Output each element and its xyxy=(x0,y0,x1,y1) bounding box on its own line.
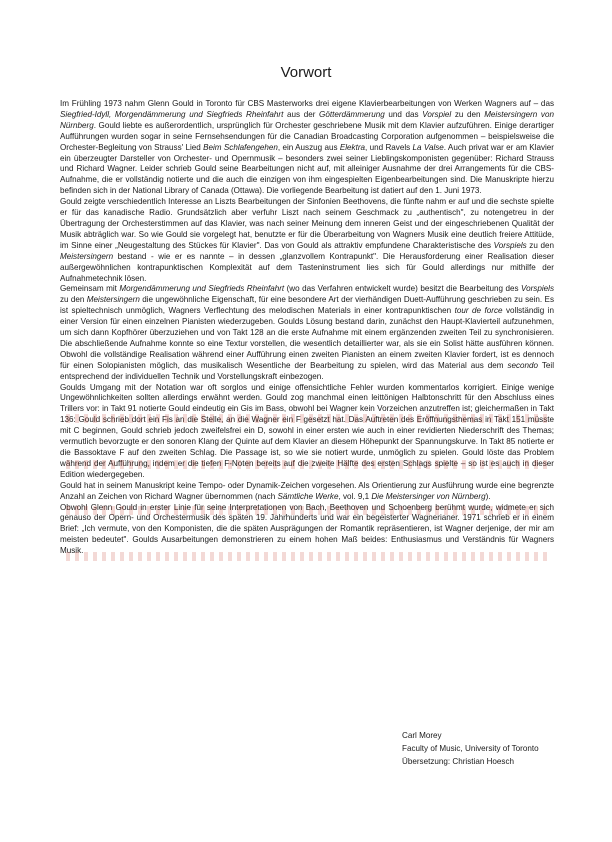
text-run: die ungewöhnliche Eigenschaft, für eine besondere Art der vierhändigen Duett-Aufführung geschrieben zu sein. Es ist spieltechnisch unmöglich, Wagners Verflechtung des melodischen Materials in einer kontrapunktischen xyxy=(60,295,554,316)
translator-credit: Übersetzung: Christian Hoesch xyxy=(402,756,515,766)
author-affiliation: Faculty of Music, University of Toronto xyxy=(402,743,539,753)
preface-body xyxy=(60,99,554,557)
text-run: Goulds Umgang mit der Notation war oft sorglos und einige offensichtliche Fehler wurden kommentarlos korrigiert. Einige wenige Ungewöhnlichkeiten sollten allerdings erwähnt werden. Gould zog manchmal einen leittönigen Halbtonschritt für den Abschluss eines Trillers vor: in Takt 91 notierte Gould eindeutig ein Gis im Bass, obwohl bei Wagner kein Vorzeichen anzutreffen ist; gleichermaßen in Takt 136: Gould schrieb dort ein Fis an die Stelle, an die Wagner ein F gesetzt hat. Das Auftreten des Eröffnungsthemas in Takt 151 müsste mit C beginnen, Gould schrieb jedoch zweifelsfrei ein D, sowohl in einer ersten wie auch in einer revidierten Niederschrift des Themas; vermutlich bevorzugte er den sonoren Klang der Quinte auf dem Klavier an diesem Höhepunkt der Spannungskurve. In Takt 85 notierte er die Bassoktave F auf den zweiten Schlag. Die Passage ist, so wie sie notiert wurde, unmöglich zu spielen. Gould löste das Problem während der Aufführung, indem er die tiefen F-Noten bereits auf die zweite Hälfte des ersten Schlags spielte – so ist es auch in dieser Edition wiedergegeben. xyxy=(60,382,554,479)
page-title: Vorwort xyxy=(280,64,332,81)
text-run: . Auch privat war er am Klavier ein überzeugter Darsteller von Orchester- und Opernmusik – besonders zwei seiner Lieblingskomponisten gegenüber: Richard Strauss und Richard Wagner. Leider schrieb Gould seine Bearbeitungen nicht auf, mit alleiniger Ausnahme der drei Arrangements für die CBS-Aufnahme, die er vollständig notierte und die auch die einzigen von ihm eingespielten Eigenbearbeitungen sind. Die Manuskripte hierzu befinden sich in der National Library of Canada (Ottawa). Die vorliegende Bearbeitung ist datiert auf den 1. Juni 1973. xyxy=(60,142,554,196)
italic-run: Vorspiels xyxy=(521,284,555,294)
italic-run: Siegfried-Idyll, Morgendämmerung und Siegfrieds Rheinfahrt xyxy=(60,109,284,119)
italic-run: Die Meistersinger von Nürnberg xyxy=(371,491,486,501)
text-run: Gould hat in seinem Manuskript keine Tempo- oder Dynamik-Zeichen vorgesehen. Als Orientierung zur Ausführung wurde eine begrenzte Anzahl an Zeichen von Richard Wagner übernommen (nach xyxy=(60,480,554,501)
text-run: zu den xyxy=(60,295,87,305)
text-run: Gould zeigte verschiedentlich Interesse an Liszts Bearbeitungen der Sinfonien Beethovens, die fünfte nahm er auf und die sechste spielte er für das kanadische Radio. Grundsätzlich aber verfuhr Liszt nach seinem Geschmack zu „authentisch", zu notengetreu in der Übertragung der Orchesterstimmen auf das Klavier, was nach seiner Meinung dem inneren Geist und der eingeschriebenen Qualität der Musik abträglich war. So wie Gould sie vorgelegt hat, benutzte er für die Überarbeitung von Wagners Musik eine deutlich freiere Attitüde, im Sinne einer „Neugestaltung des Stückes für Klavier". Das von Gould als attraktiv empfundene Charakteristische des xyxy=(60,197,554,250)
paragraph xyxy=(60,99,554,197)
text-run: Gemeinsam mit xyxy=(60,284,120,294)
text-run: , vol. 9,1 xyxy=(338,491,372,501)
text-run: . Gould liebte es außerordentlich, ursprünglich für Orchester geschriebene Musik mit dem Klavier aufzuführen. Einige derartiger Aufführungen wurden sogar in seine Fernsehsendungen für die Canadian Broadcasting Corporation aufgenommen – beispielsweise die Orchester-Begleitung von Strauss' Lied xyxy=(60,120,554,152)
text-run: , und Ravels xyxy=(365,142,413,152)
italic-run: tour de force xyxy=(454,306,503,316)
paragraph xyxy=(60,284,554,382)
italic-run: Morgendämmerung und Siegfrieds Rheinfahrt xyxy=(119,284,285,294)
paragraph xyxy=(60,383,554,481)
italic-run: Meistersingern von Nürnberg xyxy=(60,109,554,130)
italic-run: La Valse xyxy=(412,142,444,152)
text-run: zu den xyxy=(526,240,554,250)
paragraph xyxy=(60,503,554,558)
italic-run: Meistersingern xyxy=(60,251,114,261)
text-run: (wo das Verfahren entwickelt wurde) besitzt die Bearbeitung des xyxy=(284,284,522,294)
text-run: Obwohl Glenn Gould in erster Linie für seine Interpretationen von Bach, Beethoven und Schoenberg berühmt wurde, widmete er sich genauso der Opern- und Orchestermusik des späten 19. Jahrhunderts und war ein begeisterter Wagnerianer. 1971 schrieb er in einem Brief: „Ich vermute, von den Komponisten, die die späten Ausprägungen der Romantik repräsentieren, ist Wagner derjenige, der mir am meisten bedeutet". Goulds Ausarbeitungen demonstrieren zu einem hohen Maß beides: Enthusiasmus und Verständnis für Wagners Musik. xyxy=(60,502,554,556)
text-run: bestand - wie er es nannte – in dessen „glanzvollem Kontrapunkt". Die Herausforderung einer Realisation dieser außergewöhnlichen kontrapunktischen Komplexität auf dem Tasteninstrument lies sich für Gould allerdings nur mithilfe der Aufnahmetechnik lösen. xyxy=(60,251,554,283)
text-run: ). xyxy=(485,491,491,501)
author-name: Carl Morey xyxy=(402,731,442,740)
text-run: zu den xyxy=(451,109,485,119)
italic-run: Vorspiel xyxy=(422,109,452,119)
italic-run: Götterdämmerung xyxy=(319,109,385,119)
text-run: Teil entsprechend der individuellen Technik und Vorstellungskraft einbezogen. xyxy=(60,360,555,381)
text-run: Im Frühling 1973 nahm Glenn Gould in Toronto für CBS Masterworks drei eigene Klavierbearbeitungen von Werken Wagners auf – das xyxy=(60,99,554,108)
signature-block xyxy=(402,731,539,770)
italic-run: Beim Schlafengehen xyxy=(203,142,278,152)
text-run: aus der xyxy=(283,109,320,119)
paragraph xyxy=(60,481,554,503)
italic-run: secondo xyxy=(507,360,539,370)
italic-run: Sämtliche Werke xyxy=(277,491,339,501)
text-run: und das xyxy=(384,109,423,119)
italic-run: Elektra xyxy=(339,142,366,152)
paragraph xyxy=(60,197,554,284)
text-run: vollständig in einer Version für einen einzelnen Pianisten wiederzugeben. Goulds Lösung bestand darin, zunächst den Haupt-Klavierteil aufzunehmen, um sich dann Kopfhörer überzuziehen und von Takt 128 an die erste Aufnahme mit einem ergänzenden zweiten Teil zu synchronisieren. Die abschließende Aufnahme konnte so eine Textur vorstellen, die wesentlich detaillierter war, als sie ein Solist hätte ausführen können. Obwohl die vollständige Realisation während einer Aufführung einen zweiten Pianisten an einem zweiten Klavier fordert, ist es dennoch für einen Solopianisten möglich, das musikalisch Wesentliche der Bearbeitung zu spielen, wird das Material aus dem xyxy=(60,306,554,370)
text-run: , ein Auszug aus xyxy=(277,142,340,152)
italic-run: Meistersingern xyxy=(86,295,140,305)
italic-run: Vorspiels xyxy=(493,240,527,250)
